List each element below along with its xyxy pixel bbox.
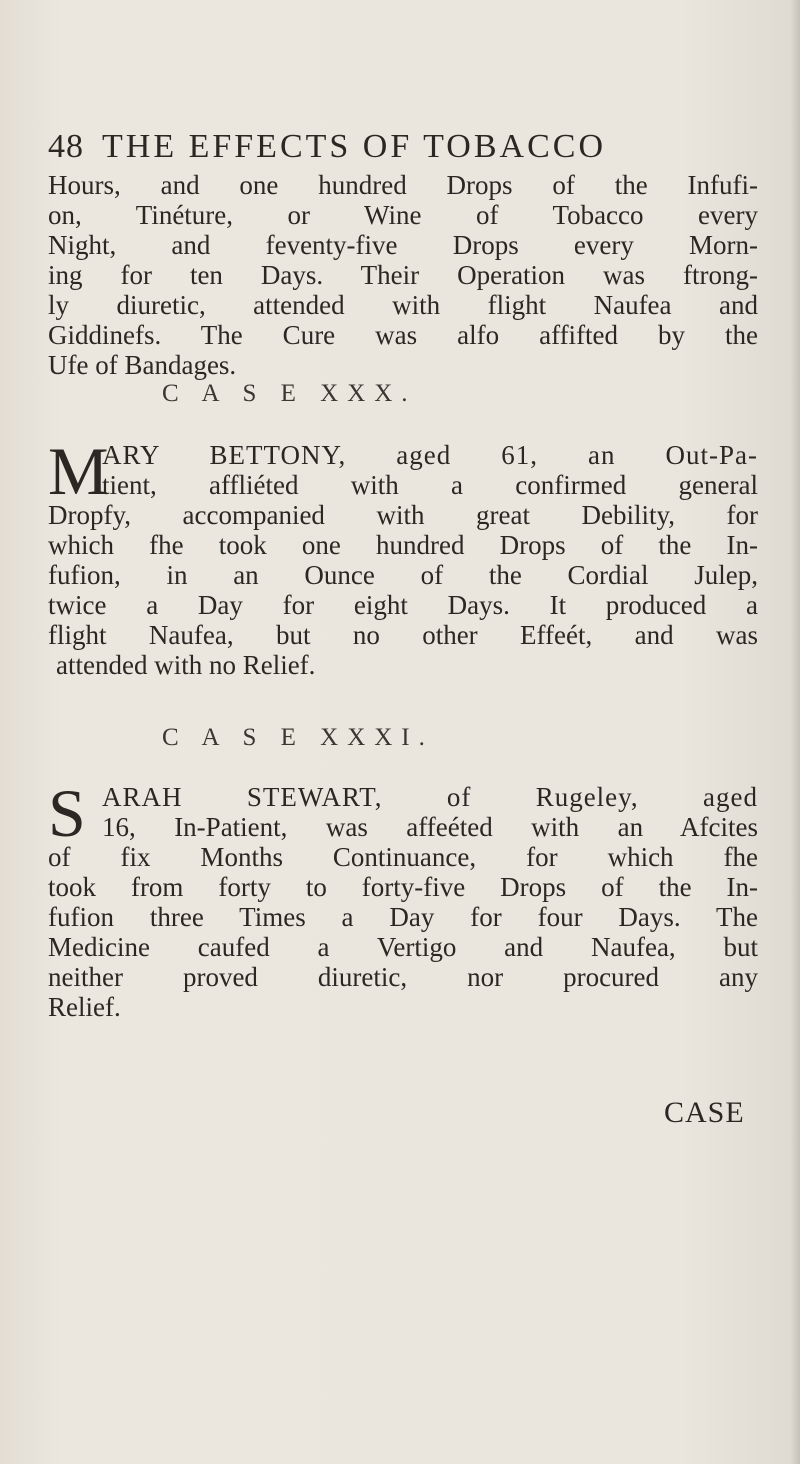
- text-line: Night, and feventy-five Drops every Morn-: [48, 230, 758, 260]
- text-line: on, Tinéture, or Wine of Tobacco every: [48, 200, 758, 230]
- case-31-paragraph: [48, 775, 758, 1022]
- case-30-paragraph: [48, 433, 758, 680]
- catchword: CASE: [664, 1096, 745, 1129]
- page-number: 48: [48, 128, 84, 165]
- text-line: ARAH STEWART, of Rugeley, aged: [102, 782, 758, 812]
- text-line: ARY BETTONY, aged 61, an Out-Pa-: [102, 440, 758, 470]
- text-line: neither proved diuretic, nor procured any: [48, 962, 758, 992]
- text-line: flight Naufea, but no other Effeét, and was: [48, 620, 758, 650]
- running-header: [48, 128, 748, 166]
- text-line: fufion, in an Ounce of the Cordial Julep,: [48, 560, 758, 590]
- running-title: THE EFFECTS OF TOBACCO: [102, 128, 606, 165]
- page-edge-shadow: [790, 0, 800, 1464]
- text-line: ly diuretic, attended with flight Naufea and: [48, 290, 758, 320]
- text-line: attended with no Relief.: [56, 650, 316, 680]
- text-line: 16, In-Patient, was affeéted with an Afcites: [102, 812, 758, 842]
- text-line: Hours, and one hundred Drops of the Infufi-: [48, 170, 758, 200]
- case-30-heading: C A S E XXX.: [162, 380, 417, 407]
- text-line: Dropfy, accompanied with great Debility, for: [48, 500, 758, 530]
- text-line: fufion three Times a Day for four Days. The: [48, 902, 758, 932]
- text-line: Medicine caufed a Vertigo and Naufea, but: [48, 932, 758, 962]
- text-line: Relief.: [48, 992, 121, 1022]
- case-31-heading: C A S E XXXI.: [162, 724, 434, 751]
- text-line: tient, affliéted with a confirmed general: [102, 470, 758, 500]
- drop-cap: S: [48, 775, 86, 851]
- text-line: twice a Day for eight Days. It produced a: [48, 590, 758, 620]
- drop-cap: M: [48, 433, 109, 509]
- text-line: Giddinefs. The Cure was alfo affifted by the: [48, 320, 758, 350]
- text-line: took from forty to forty-five Drops of the In-: [48, 872, 758, 902]
- text-line: of fix Months Continuance, for which fhe: [48, 842, 758, 872]
- text-line: ing for ten Days. Their Operation was ftrong-: [48, 260, 758, 290]
- text-line: which fhe took one hundred Drops of the In-: [48, 530, 758, 560]
- intro-paragraph: [48, 170, 758, 380]
- text-line: Ufe of Bandages.: [48, 350, 237, 380]
